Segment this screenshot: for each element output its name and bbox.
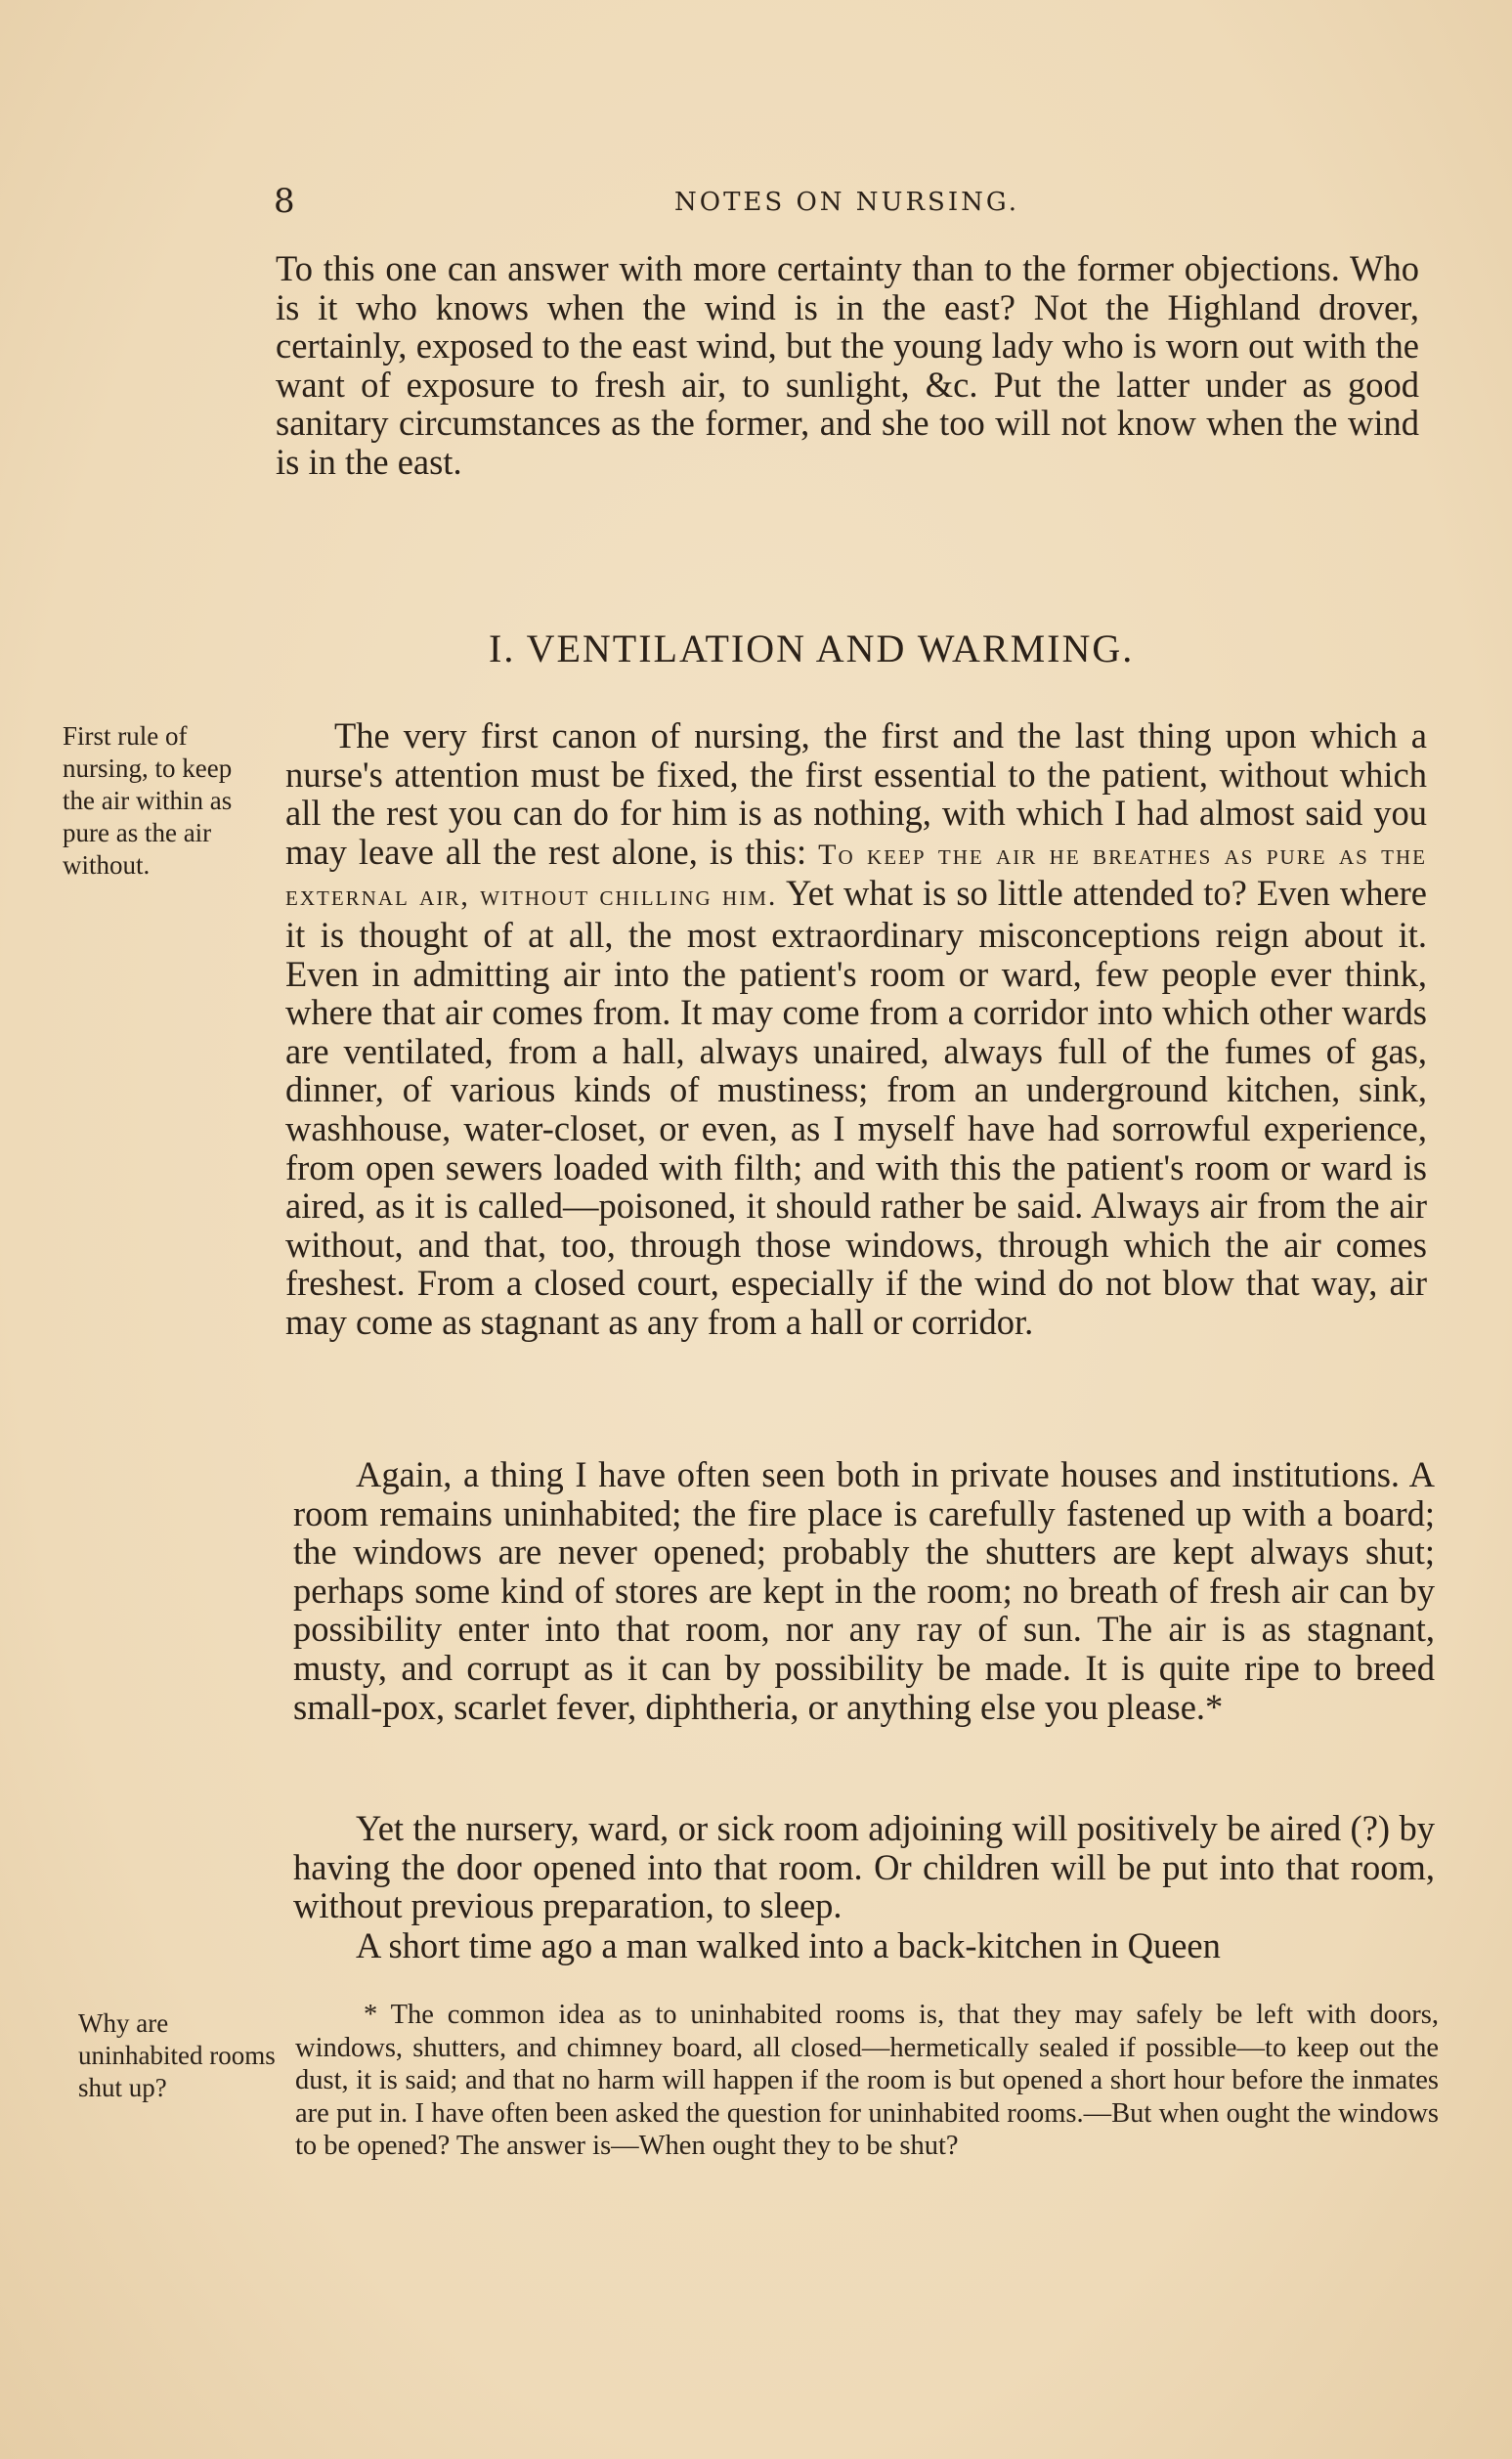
paragraph-3: Again, a thing I have often seen both in private houses and institutions. A room remains uninhabited; the fire place is carefully fastened up with a board; the windows are never opened; probably the shutters are kept always shut; perhaps some kind of stores are kept in the room; no breath of fresh air can by possibility enter into that room, nor any ray of sun. The air is as stagnant, musty, and corrupt as it can by possibility be made. It is quite ripe to breed small-pox, scarlet fever, diphtheria, or anything else you please.*	[293, 1454, 1435, 1727]
paragraph-2-lead: The very first canon of nursing, the first and the last thing upon which a nurse's attention must be fixed, the first essential to the patient, without which all the rest you can do for him is as nothing, with which I had almost said you may leave all the rest alone, is this:	[285, 715, 1427, 872]
section-heading: I. VENTILATION AND WARMING.	[489, 626, 1135, 670]
margin-note-first-rule: First rule of nursing, to keep the air within as pure as the air without.	[63, 721, 233, 880]
running-title: NOTES ON NURSING.	[674, 188, 1019, 217]
paragraph-2	[285, 716, 1427, 1342]
page-number: 8	[274, 182, 295, 221]
running-head	[274, 182, 1447, 221]
footnote: * The common idea as to uninhabited rooms is, that they may safely be left with doors, windows, shutters, and chimney board, all closed—hermetically sealed if possible—to keep out the dust, it is said; and that no harm will happen if the room is but opened a short hour before the inmates are put in. I have often been asked the question for uninhabited rooms.—But when ought the windows to be opened? The answer is—When ought they to be shut?	[295, 2000, 1439, 2161]
paragraph-2-rest: Yet what is so little attended to? Even where it is thought of at all, the most extraordinary misconceptions reign about it. Even in admitting air into the patient's room or ward, few people ever think, where that air comes from. It may come from a corridor into which other wards are ventilated, from a hall, always unaired, always full of the fumes of gas, dinner, of various kinds of mustiness; from an underground kitchen, sink, washhouse, water-closet, or even, as I myself have had sorrowful experience, from open sewers loaded with filth; and with this the patient's room or ward is aired, as it is called—poisoned, it should rather be said. Always air from the air without, and that, too, through those windows, through which the air comes freshest. From a closed court, especially if the wind do not blow that way, air may come as stagnant as any from a hall or corridor.	[285, 873, 1427, 1342]
paragraph-5: A short time ago a man walked into a back-kitchen in Queen	[356, 1925, 1221, 1965]
paragraph-2-rule: To keep the air he breathes as pure as the external air, without chilling him.	[285, 838, 1428, 913]
paragraph-4: Yet the nursery, ward, or sick room adjoining will positively be aired (?) by having the door opened into that room. Or children will be put into that room, without previous preparation, to sleep.	[293, 1808, 1435, 1926]
paragraph-1: To this one can answer with more certainty than to the former objections. Who is it who knows when the wind is in the east? Not the Highland drover, certainly, exposed to the east wind, but the young lady who is worn out with the want of exposure to fresh air, to sunlight, &c. Put the latter under as good sanitary circumstances as the former, and she too will not know when the wind is in the east.	[276, 248, 1419, 482]
margin-note-uninhabited-rooms: Why are uninhabited rooms shut up?	[78, 2008, 276, 2102]
